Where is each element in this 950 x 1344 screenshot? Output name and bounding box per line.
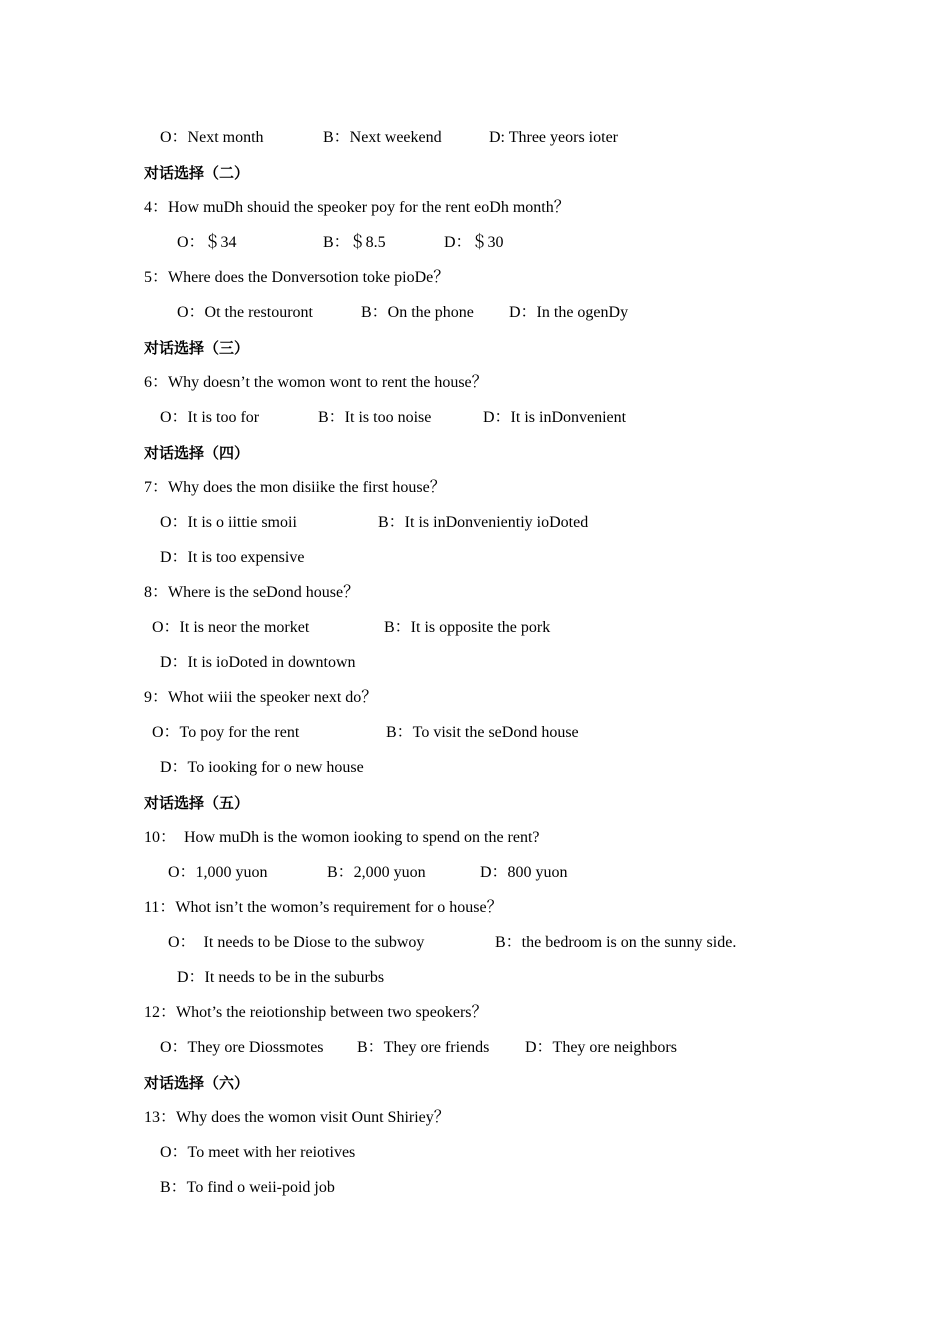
option-text: O：It is too for <box>160 409 260 426</box>
section-heading: 对话选择（二） <box>144 164 250 182</box>
option-text: D：It is too expensive <box>160 549 305 566</box>
option-text: B：To visit the seDond house <box>386 724 579 741</box>
option-text: B：It is inDonvenientiy ioDoted <box>378 514 589 531</box>
option-text: O：1,000 yuon <box>168 864 268 881</box>
option-text: O： It needs to be Diose to the subwoy <box>168 934 425 951</box>
question-text: 6：Why doesn’t the womon wont to rent the house？ <box>144 374 488 391</box>
section-heading: 对话选择（四） <box>144 444 250 462</box>
option-text: O：To poy for the rent <box>152 724 300 741</box>
question-text: 13：Why does the womon visit Ount Shiriey？ <box>144 1109 450 1126</box>
option-text: D：It is inDonvenient <box>483 409 627 426</box>
option-text: B：To find o weii-poid job <box>160 1179 335 1196</box>
option-text: O：Ot the restouront <box>177 304 313 321</box>
option-text: B：2,000 yuon <box>327 864 426 881</box>
option-text: D：800 yuon <box>480 864 568 881</box>
section-heading: 对话选择（五） <box>144 794 250 812</box>
option-text: D：＄30 <box>444 234 504 251</box>
option-text: D：It needs to be in the suburbs <box>177 969 385 986</box>
option-text: B：It is opposite the pork <box>384 619 551 636</box>
option-text: D: Three yeors ioter <box>489 129 618 146</box>
section-heading: 对话选择（六） <box>144 1074 250 1092</box>
option-text: O：＄34 <box>177 234 237 251</box>
option-text: D：They ore neighbors <box>525 1039 677 1056</box>
section-heading: 对话选择（三） <box>144 339 250 357</box>
option-text: O：They ore Diossmotes <box>160 1039 324 1056</box>
question-text: 9：Whot wiii the speoker next do？ <box>144 689 378 706</box>
question-text: 12：Whot’s the reiotionship between two speokers？ <box>144 1004 488 1021</box>
option-text: O：To meet with her reiotives <box>160 1144 356 1161</box>
option-text: D：To iooking for o new house <box>160 759 364 776</box>
question-text: 5：Where does the Donversotion toke pioDe？ <box>144 269 450 286</box>
option-text: O：It is o iittie smoii <box>160 514 297 531</box>
option-text: B：It is too noise <box>318 409 432 426</box>
option-text: O：It is neor the morket <box>152 619 310 636</box>
option-text: B：They ore friends <box>357 1039 490 1056</box>
question-text: 8：Where is the seDond house？ <box>144 584 360 601</box>
option-text: D：It is ioDoted in downtown <box>160 654 356 671</box>
question-text: 10： How muDh is the womon iooking to spend on the rent? <box>144 829 540 846</box>
option-text: B：the bedroom is on the sunny side. <box>495 934 737 951</box>
question-text: 11：Whot isn’t the womon’s requirement for o house？ <box>144 899 503 916</box>
option-text: B：＄8.5 <box>323 234 386 251</box>
option-text: B：Next weekend <box>323 129 442 146</box>
option-text: O：Next month <box>160 129 264 146</box>
option-text: B：On the phone <box>361 304 474 321</box>
question-text: 4：How muDh shouid the speoker poy for the rent eoDh month？ <box>144 199 570 216</box>
option-text: D：In the ogenDy <box>509 304 629 321</box>
question-text: 7：Why does the mon disiike the first house？ <box>144 479 446 496</box>
